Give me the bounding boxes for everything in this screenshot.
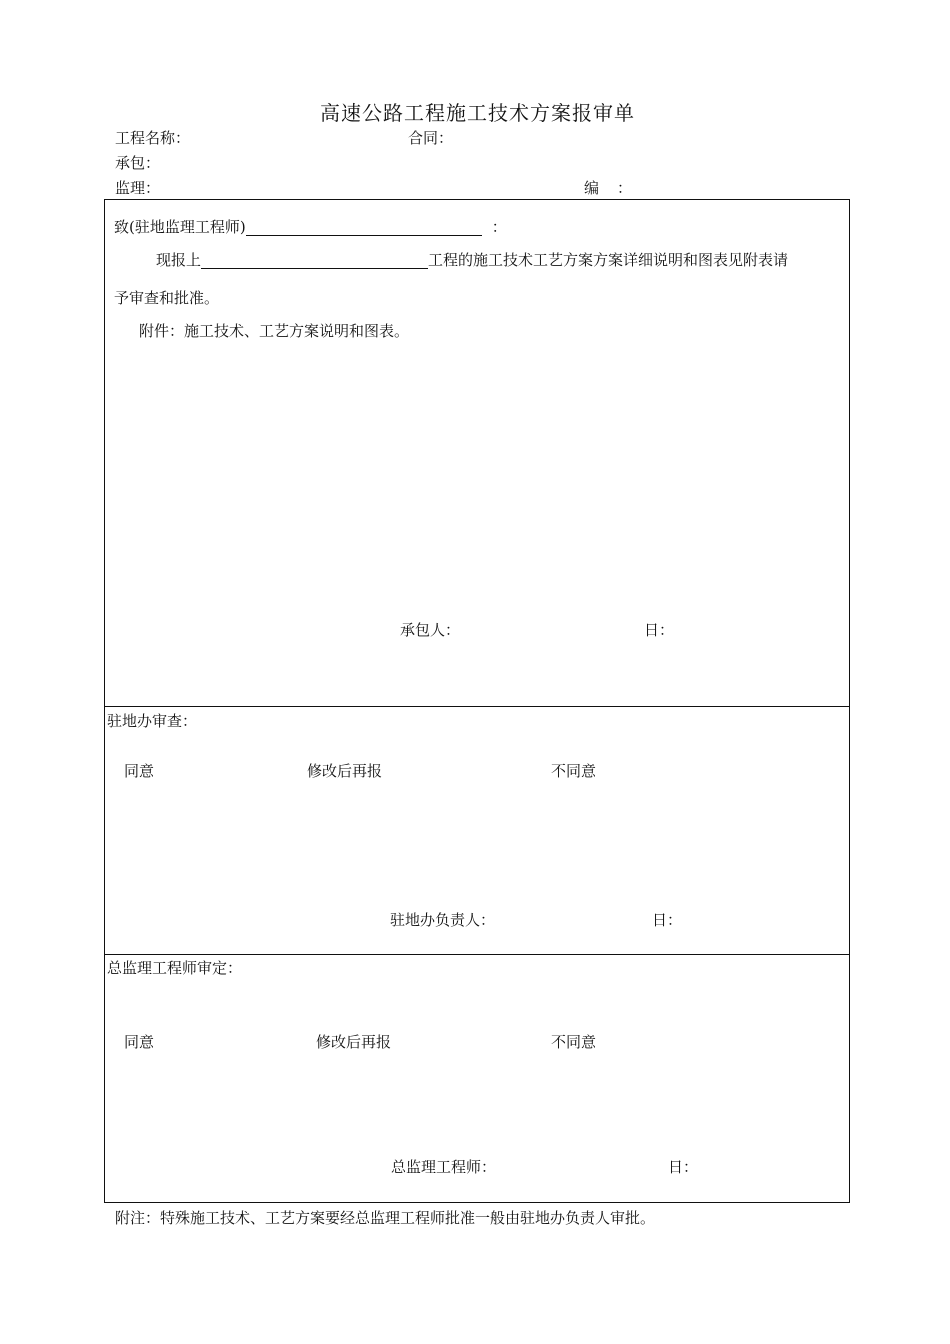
contractor-signer-label: 承包人： bbox=[400, 621, 461, 639]
number-colon: ： bbox=[617, 179, 633, 197]
body-line-2: 予审查和批准。 bbox=[114, 289, 220, 307]
supervisor-label: 监理： bbox=[115, 179, 161, 197]
addressee-line bbox=[114, 218, 507, 236]
contract-label: 合同： bbox=[408, 129, 454, 147]
body-suffix: 工程的施工技术工艺方案方案详细说明和图表见附表请 bbox=[428, 251, 789, 269]
number-label bbox=[584, 179, 632, 197]
resident-signer-label: 驻地办负责人： bbox=[390, 911, 496, 929]
resident-option-disagree[interactable]: 不同意 bbox=[551, 762, 597, 780]
addressee-prefix: 致(驻地监理工程师) bbox=[114, 218, 246, 236]
resident-review-heading: 驻地办审查： bbox=[107, 712, 198, 730]
contractor-date-label: 日： bbox=[644, 621, 675, 639]
body-line-1 bbox=[156, 251, 788, 269]
chief-date-label: 日： bbox=[668, 1158, 699, 1176]
chief-option-disagree[interactable]: 不同意 bbox=[551, 1033, 597, 1051]
resident-date-label: 日： bbox=[652, 911, 683, 929]
footnote: 附注：特殊施工技术、工艺方案要经总监理工程师批准一般由驻地办负责人审批。 bbox=[115, 1209, 656, 1227]
project-name-label: 工程名称： bbox=[115, 129, 191, 147]
resident-option-revise[interactable]: 修改后再报 bbox=[307, 762, 383, 780]
chief-option-agree[interactable]: 同意 bbox=[124, 1033, 155, 1051]
form-title: 高速公路工程施工技术方案报审单 bbox=[320, 101, 635, 125]
engineer-name-blank[interactable] bbox=[246, 221, 482, 236]
number-char: 编 bbox=[584, 179, 600, 197]
resident-option-agree[interactable]: 同意 bbox=[124, 762, 155, 780]
submission-section bbox=[104, 199, 850, 707]
chief-signer-label: 总监理工程师： bbox=[391, 1158, 497, 1176]
addressee-suffix: ： bbox=[491, 218, 507, 236]
project-blank[interactable] bbox=[201, 254, 428, 269]
contractor-label: 承包： bbox=[115, 154, 161, 172]
chief-option-revise[interactable]: 修改后再报 bbox=[316, 1033, 392, 1051]
body-prefix: 现报上 bbox=[156, 251, 202, 269]
chief-approval-heading: 总监理工程师审定： bbox=[107, 959, 243, 977]
attachment-note: 附件：施工技术、工艺方案说明和图表。 bbox=[139, 322, 410, 340]
